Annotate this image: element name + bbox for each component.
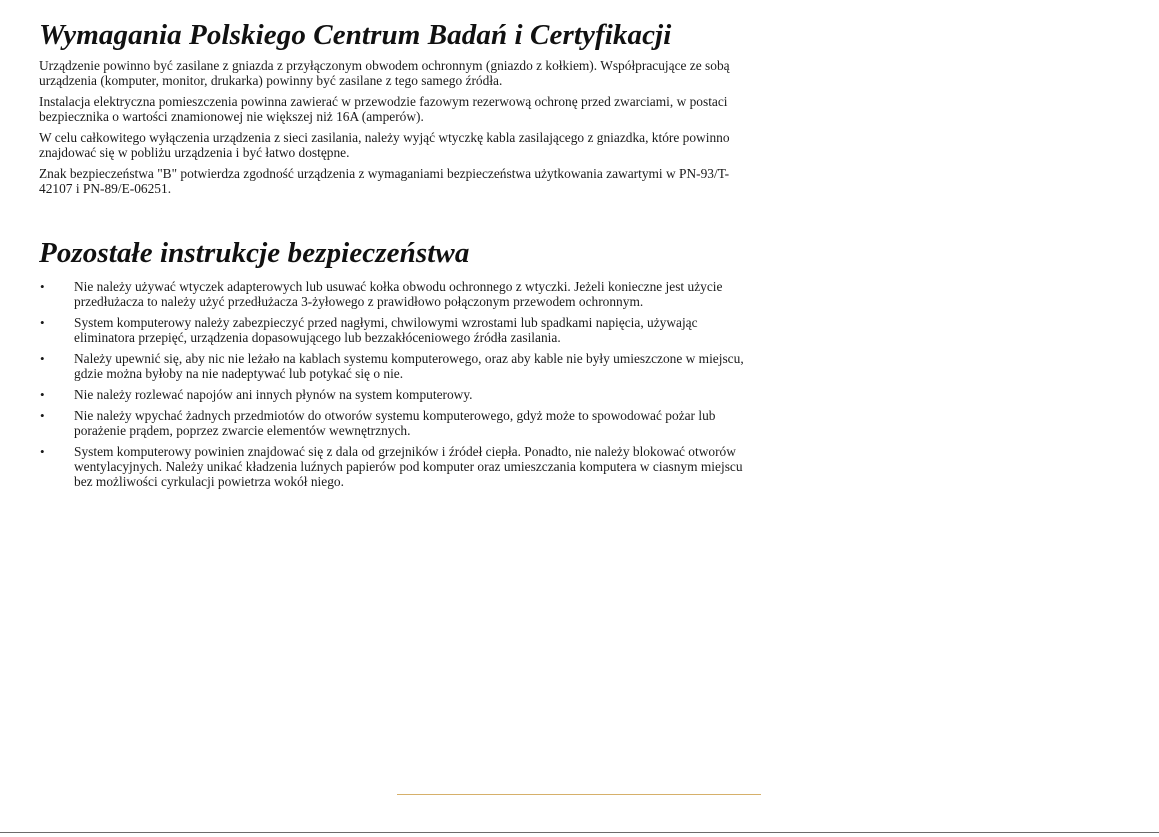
section-title-pcbc-requirements: Wymagania Polskiego Centrum Badań i Certyfikacji [39,19,672,51]
list-item-text: Nie należy rozlewać napojów ani innych płynów na system komputerowy. [74,387,473,402]
document-content [39,18,761,495]
list-item-text: Nie należy używać wtyczek adapterowych lub usuwać kołka obwodu ochronnego z wtyczki. Jeżeli konieczne jest użycie przedłużacza to należy użyć przedłużacza 3-żyłowego z prawidłowo połączonym przewodem ochronnym. [74,279,723,309]
section-title-other-safety-instructions: Pozostałe instrukcje bezpieczeństwa [39,237,470,269]
list-item [39,444,761,489]
bullet-icon: • [40,444,45,459]
list-item [39,351,761,381]
paragraph-safety-mark: Znak bezpieczeństwa "B" potwierdza zgodność urządzenia z wymaganiami bezpieczeństwa użytkowania zawartymi w PN-93/T-42107 i PN-89/E-06251. [39,166,730,196]
bullet-icon: • [40,351,45,366]
bullet-icon: • [40,387,45,402]
bullet-icon: • [40,408,45,423]
footer-divider [397,794,761,795]
list-item-text: System komputerowy powinien znajdować się z dala od grzejników i źródeł ciepła. Ponadto, nie należy blokować otworów wentylacyjnych. Należy unikać kładzenia luźnych papierów pod komputer oraz umieszczania komputera w ciasnym miejscu bez możliwości cyrkulacji powietrza wokół niego. [74,444,743,489]
paragraph-electrical-installation: Instalacja elektryczna pomieszczenia powinna zawierać w przewodzie fazowym rezerwową ochronę przed zwarciami, w postaci bezpiecznika o wartości znamionowej nie większej niż 16A (amperów). [39,94,728,124]
page-bottom-border [0,832,1159,833]
list-item [39,408,761,438]
bullet-icon: • [40,315,45,330]
list-item [39,387,761,402]
list-item-text: Należy upewnić się, aby nic nie leżało na kablach systemu komputerowego, oraz aby kable nie były umieszczone w miejscu, gdzie można byłoby na nie nadeptywać lub potykać się o nie. [74,351,744,381]
paragraph-disconnect-power: W celu całkowitego wyłączenia urządzenia z sieci zasilania, należy wyjąć wtyczkę kabla zasilającego z gniazdka, które powinno znajdować się w pobliżu urządzenia i być łatwo dostępne. [39,130,730,160]
paragraph-power-source: Urządzenie powinno być zasilane z gniazda z przyłączonym obwodem ochronnym (gniazdo z kołkiem). Współpracujące ze sobą urządzenia (komputer, monitor, drukarka) powinny być zasilane z tego samego źródła. [39,58,730,88]
safety-instructions-list [39,279,761,489]
list-item-text: System komputerowy należy zabezpieczyć przed nagłymi, chwilowymi wzrostami lub spadkami napięcia, używając eliminatora przepięć, urządzenia dopasowującego lub bezzakłóceniowego źródła zasilania. [74,315,698,345]
bullet-icon: • [40,279,45,294]
list-item [39,315,761,345]
list-item [39,279,761,309]
list-item-text: Nie należy wpychać żadnych przedmiotów do otworów systemu komputerowego, gdyż może to spowodować pożar lub porażenie prądem, poprzez zwarcie elementów wewnętrznych. [74,408,716,438]
